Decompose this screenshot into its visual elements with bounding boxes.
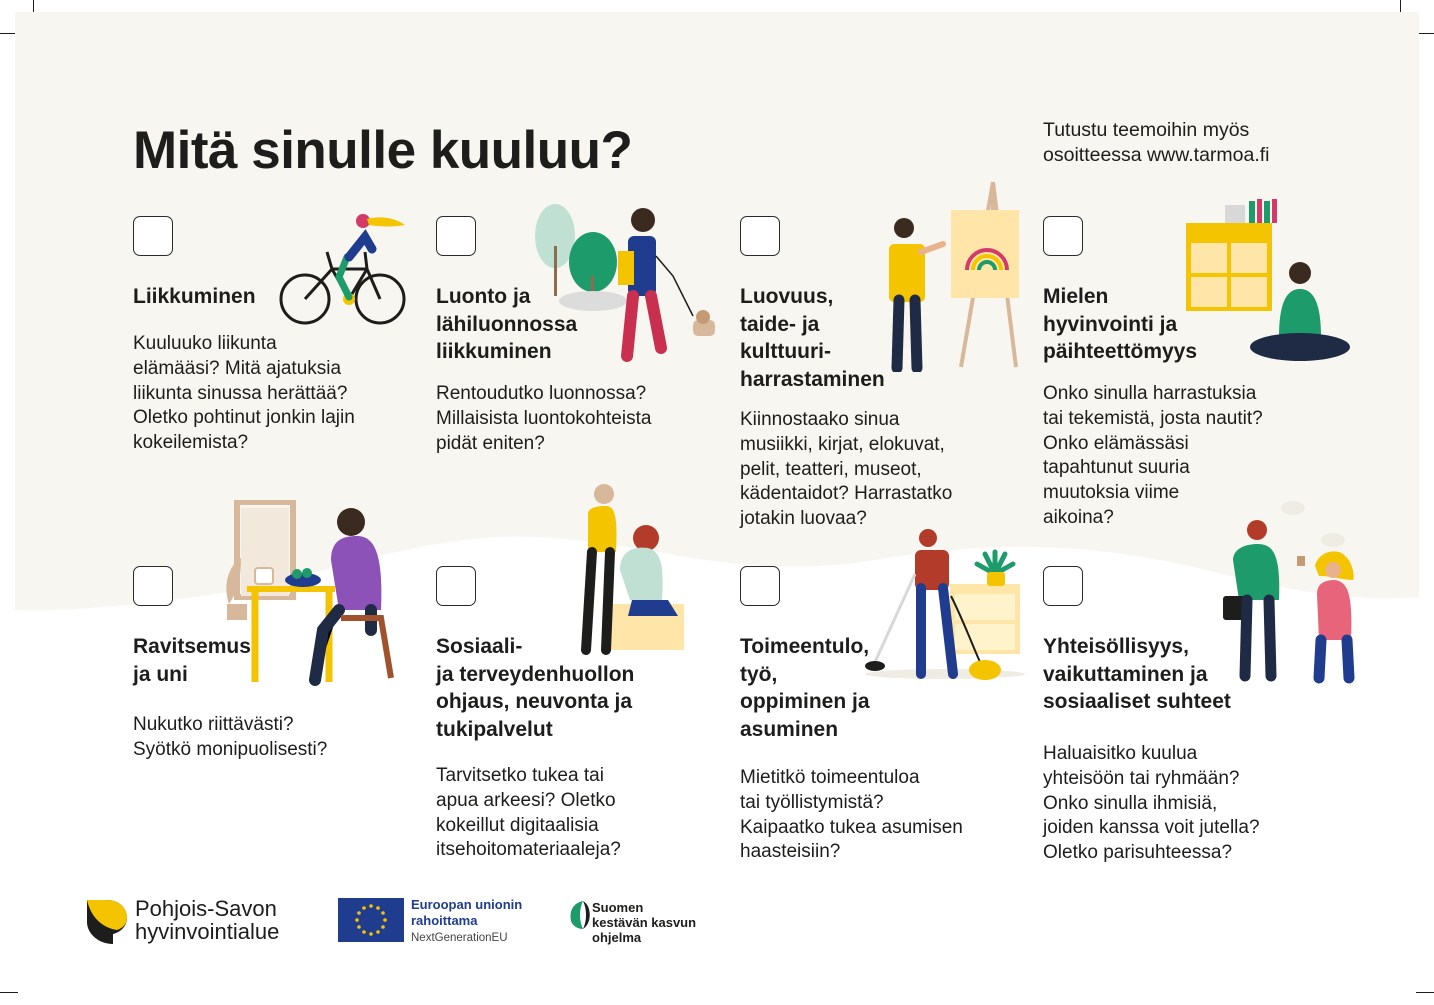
card-text: Rentoudutko luonnossa? Millaisista luontokohteista pidät eniten? [436,383,652,454]
pohjois-savo-logo-icon [83,898,131,946]
checkbox-mielen-hyvinvointi[interactable] [1043,216,1083,256]
eating-illustration [211,500,406,690]
card-text: Nukutko riittävästi? Syötkö monipuolisesti? [133,714,328,760]
card-title: Yhteisöllisyys, vaikuttaminen ja sosiaaliset suhteet [1043,635,1231,713]
checkbox-sosiaali[interactable] [436,566,476,606]
card-title: Mielen hyvinvointi ja päihteettömyys [1043,285,1198,363]
card-text: Kuuluuko liikunta elämääsi? Mitä ajatuksia liikunta sinussa herättää? Oletko pohtinut jonkin lajin kokeilemista? [133,333,355,454]
eu-logo-text: Euroopan unionin rahoittama NextGenerationEU [411,897,523,944]
card-title: Toimeentulo, työ, oppiminen ja asuminen [740,635,870,741]
eu-flag-icon [338,898,404,942]
suomen-kestava-leaf-icon [569,899,591,931]
checkbox-luonto[interactable] [436,216,476,256]
checkbox-yhteisollisyys[interactable] [1043,566,1083,606]
painter-illustration [881,172,1031,372]
card-title: Liikkuminen [133,285,256,308]
card-text: Kiinnostaako sinua musiikki, kirjat, elokuvat, pelit, teatteri, museot, kädentaidot? Harrastatko jotakin luovaa? [740,409,953,530]
support-illustration [570,480,690,665]
crop-mark [0,992,18,993]
community-illustration [1223,500,1393,690]
checkbox-liikkuminen[interactable] [133,216,173,256]
card-text: Onko sinulla harrastuksia tai tekemistä, josta nautit? Onko elämässäsi tapahtunut suuria muutoksia viime aikoina? [1043,383,1263,528]
suomen-kestava-logo-text: Suomen kestävän kasvun ohjelma [592,900,697,945]
pohjois-savo-logo-text: Pohjois-Savon hyvinvointialue [135,896,280,944]
vacuuming-illustration [855,524,1045,684]
checkbox-luovuus[interactable] [740,216,780,256]
crop-mark [1416,992,1434,993]
poster-page [15,12,1419,992]
card-title: Ravitsemus ja uni [133,635,251,686]
nature-walker-illustration [533,196,718,366]
cyclist-illustration [277,207,412,327]
page-title: Mitä sinulle kuuluu? [133,121,633,180]
intro-text: Tutustu teemoihin myös osoitteessa www.tarmoa.fi [1043,119,1270,166]
card-title: Sosiaali- ja terveydenhuollon ohjaus, neuvonta ja tukipalvelut [436,635,635,741]
card-text: Tarvitsetko tukea tai apua arkeesi? Oletko kokeillut digitaalisia itsehoitomateriaaleja? [436,765,621,861]
meditation-illustration [1175,197,1355,367]
checkbox-ravitsemus[interactable] [133,566,173,606]
card-text: Mietitkö toimeentuloa tai työllistymistä? Kaipaatko tukea asumisen haasteisiin? [740,767,963,863]
card-text: Haluaisitko kuulua yhteisöön tai ryhmään? Onko sinulla ihmisiä, joiden kanssa voit jutella? Oletko parisuhteessa? [1043,743,1260,864]
checkbox-toimeentulo[interactable] [740,566,780,606]
card-title: Luovuus, taide- ja kulttuuri- harrastaminen [740,285,885,391]
card-title: Luonto ja lähiluonnossa liikkuminen [436,285,578,363]
